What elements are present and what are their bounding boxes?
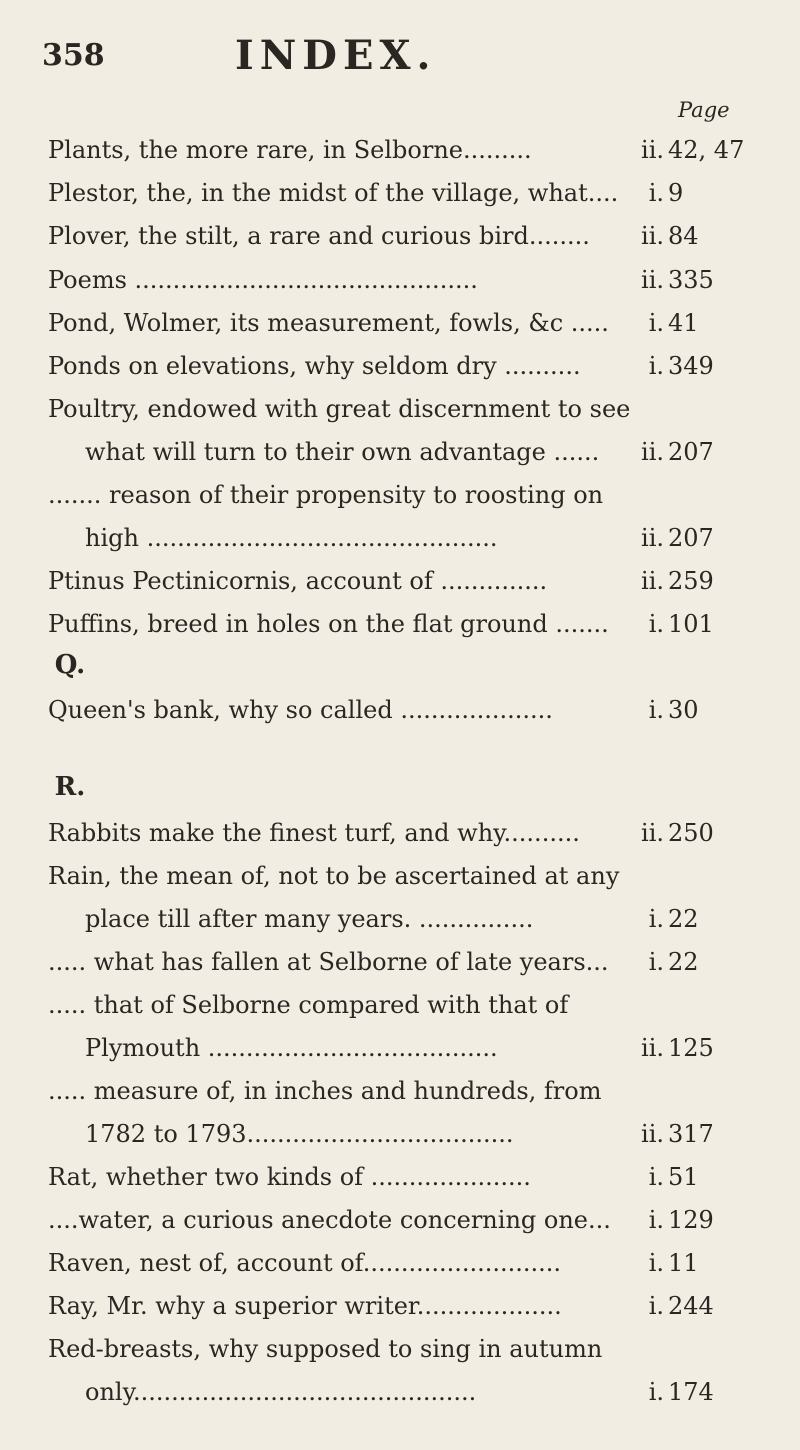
- entry-volume: i.: [648, 905, 664, 933]
- page-title: INDEX.: [235, 32, 437, 79]
- index-entry: [0, 1028, 800, 1068]
- entry-page: 84: [668, 222, 699, 250]
- index-entry: [0, 1372, 800, 1412]
- entry-volume: ii.: [641, 1034, 664, 1062]
- entry-text: ..... what has fallen at Selborne of late years...: [48, 948, 609, 976]
- index-entry: [0, 518, 800, 558]
- index-entry: [0, 690, 800, 730]
- index-entry: [0, 813, 800, 853]
- entry-page: 207: [668, 524, 714, 552]
- entry-page: 41: [668, 309, 699, 337]
- entry-text: Red-breasts, why supposed to sing in autumn: [48, 1335, 603, 1363]
- entry-page: 42, 47: [668, 136, 745, 164]
- entry-page: 22: [668, 948, 699, 976]
- entry-text: Poems .............................................: [48, 266, 478, 294]
- entry-text: Plymouth ......................................: [85, 1034, 498, 1062]
- entry-page: 11: [668, 1249, 699, 1277]
- entry-page: 244: [668, 1292, 714, 1320]
- entry-volume: i.: [648, 1249, 664, 1277]
- index-entry: [0, 130, 800, 170]
- index-entry: [0, 216, 800, 256]
- entry-text: Ptinus Pectinicornis, account of ..............: [48, 567, 548, 595]
- entry-volume: i.: [648, 352, 664, 380]
- entry-volume: ii.: [641, 266, 664, 294]
- index-entry: [0, 1071, 800, 1111]
- entry-text: 1782 to 1793...................................: [85, 1120, 514, 1148]
- entry-volume: i.: [648, 610, 664, 638]
- index-entry: [0, 899, 800, 939]
- page-column-label: Page: [678, 98, 730, 122]
- entry-text: Poultry, endowed with great discernment to see: [48, 395, 631, 423]
- entry-volume: ii.: [641, 438, 664, 466]
- index-entry: [0, 1157, 800, 1197]
- entry-page: 317: [668, 1120, 714, 1148]
- entry-text: high ..............................................: [85, 524, 498, 552]
- entry-volume: ii.: [641, 524, 664, 552]
- index-entry: [0, 346, 800, 386]
- entry-text: place till after many years. ...............: [85, 905, 534, 933]
- entry-page: 174: [668, 1378, 714, 1406]
- entry-volume: i.: [648, 1206, 664, 1234]
- entry-volume: i.: [648, 696, 664, 724]
- entry-text: ....water, a curious anecdote concerning one...: [48, 1206, 611, 1234]
- entry-text: Puffins, breed in holes on the flat ground .......: [48, 610, 609, 638]
- entry-volume: i.: [648, 1163, 664, 1191]
- entry-text: Plestor, the, in the midst of the village, what....: [48, 179, 619, 207]
- index-entry: [0, 604, 800, 644]
- entry-volume: ii.: [641, 819, 664, 847]
- entry-volume: ii.: [641, 567, 664, 595]
- entry-page: 30: [668, 696, 699, 724]
- entry-page: 129: [668, 1206, 714, 1234]
- entry-text: Pond, Wolmer, its measurement, fowls, &c .....: [48, 309, 609, 337]
- entry-volume: i.: [648, 1378, 664, 1406]
- index-entry: [0, 475, 800, 515]
- index-entry: [0, 1114, 800, 1154]
- index-entry: [0, 942, 800, 982]
- index-entry: [0, 561, 800, 601]
- entry-page: 9: [668, 179, 684, 207]
- entry-page: 22: [668, 905, 699, 933]
- index-entry: [0, 303, 800, 343]
- index-entry: [0, 1200, 800, 1240]
- entry-page: 125: [668, 1034, 714, 1062]
- entry-volume: i.: [648, 309, 664, 337]
- entry-text: Ponds on elevations, why seldom dry ..........: [48, 352, 581, 380]
- entry-page: 250: [668, 819, 714, 847]
- entry-text: Raven, nest of, account of..........................: [48, 1249, 562, 1277]
- entry-text: Plants, the more rare, in Selborne.........: [48, 136, 532, 164]
- page-header: [0, 32, 800, 79]
- entry-text: Rat, whether two kinds of .....................: [48, 1163, 531, 1191]
- entry-volume: ii.: [641, 1120, 664, 1148]
- entry-text: Queen's bank, why so called ....................: [48, 696, 553, 724]
- entry-page: 335: [668, 266, 714, 294]
- index-entry: [0, 432, 800, 472]
- entry-text: Ray, Mr. why a superior writer...................: [48, 1292, 562, 1320]
- entry-text: Plover, the stilt, a rare and curious bird........: [48, 222, 590, 250]
- entry-text: ..... that of Selborne compared with that of: [48, 991, 569, 1019]
- entry-volume: ii.: [641, 136, 664, 164]
- index-entry: [0, 1286, 800, 1326]
- section-letter-q: Q.: [54, 650, 86, 680]
- entry-text: what will turn to their own advantage ......: [85, 438, 600, 466]
- entry-page: 349: [668, 352, 714, 380]
- entry-volume: i.: [648, 179, 664, 207]
- entry-text: Rabbits make the finest turf, and why..........: [48, 819, 580, 847]
- index-entry: [0, 173, 800, 213]
- page-number: 358: [42, 38, 105, 73]
- entry-page: 259: [668, 567, 714, 595]
- entry-page: 101: [668, 610, 714, 638]
- entry-text: Rain, the mean of, not to be ascertained at any: [48, 862, 620, 890]
- entry-volume: i.: [648, 1292, 664, 1320]
- index-entry: [0, 856, 800, 896]
- entry-page: 51: [668, 1163, 699, 1191]
- entry-volume: ii.: [641, 222, 664, 250]
- entry-text: ....... reason of their propensity to roosting on: [48, 481, 604, 509]
- index-entry: [0, 985, 800, 1025]
- index-entry: [0, 389, 800, 429]
- entry-volume: i.: [648, 948, 664, 976]
- index-entry: [0, 1329, 800, 1369]
- index-entry: [0, 260, 800, 300]
- index-entry: [0, 1243, 800, 1283]
- entry-text: only.............................................: [85, 1378, 477, 1406]
- section-letter-r: R.: [54, 772, 86, 802]
- entry-text: ..... measure of, in inches and hundreds, from: [48, 1077, 602, 1105]
- entry-page: 207: [668, 438, 714, 466]
